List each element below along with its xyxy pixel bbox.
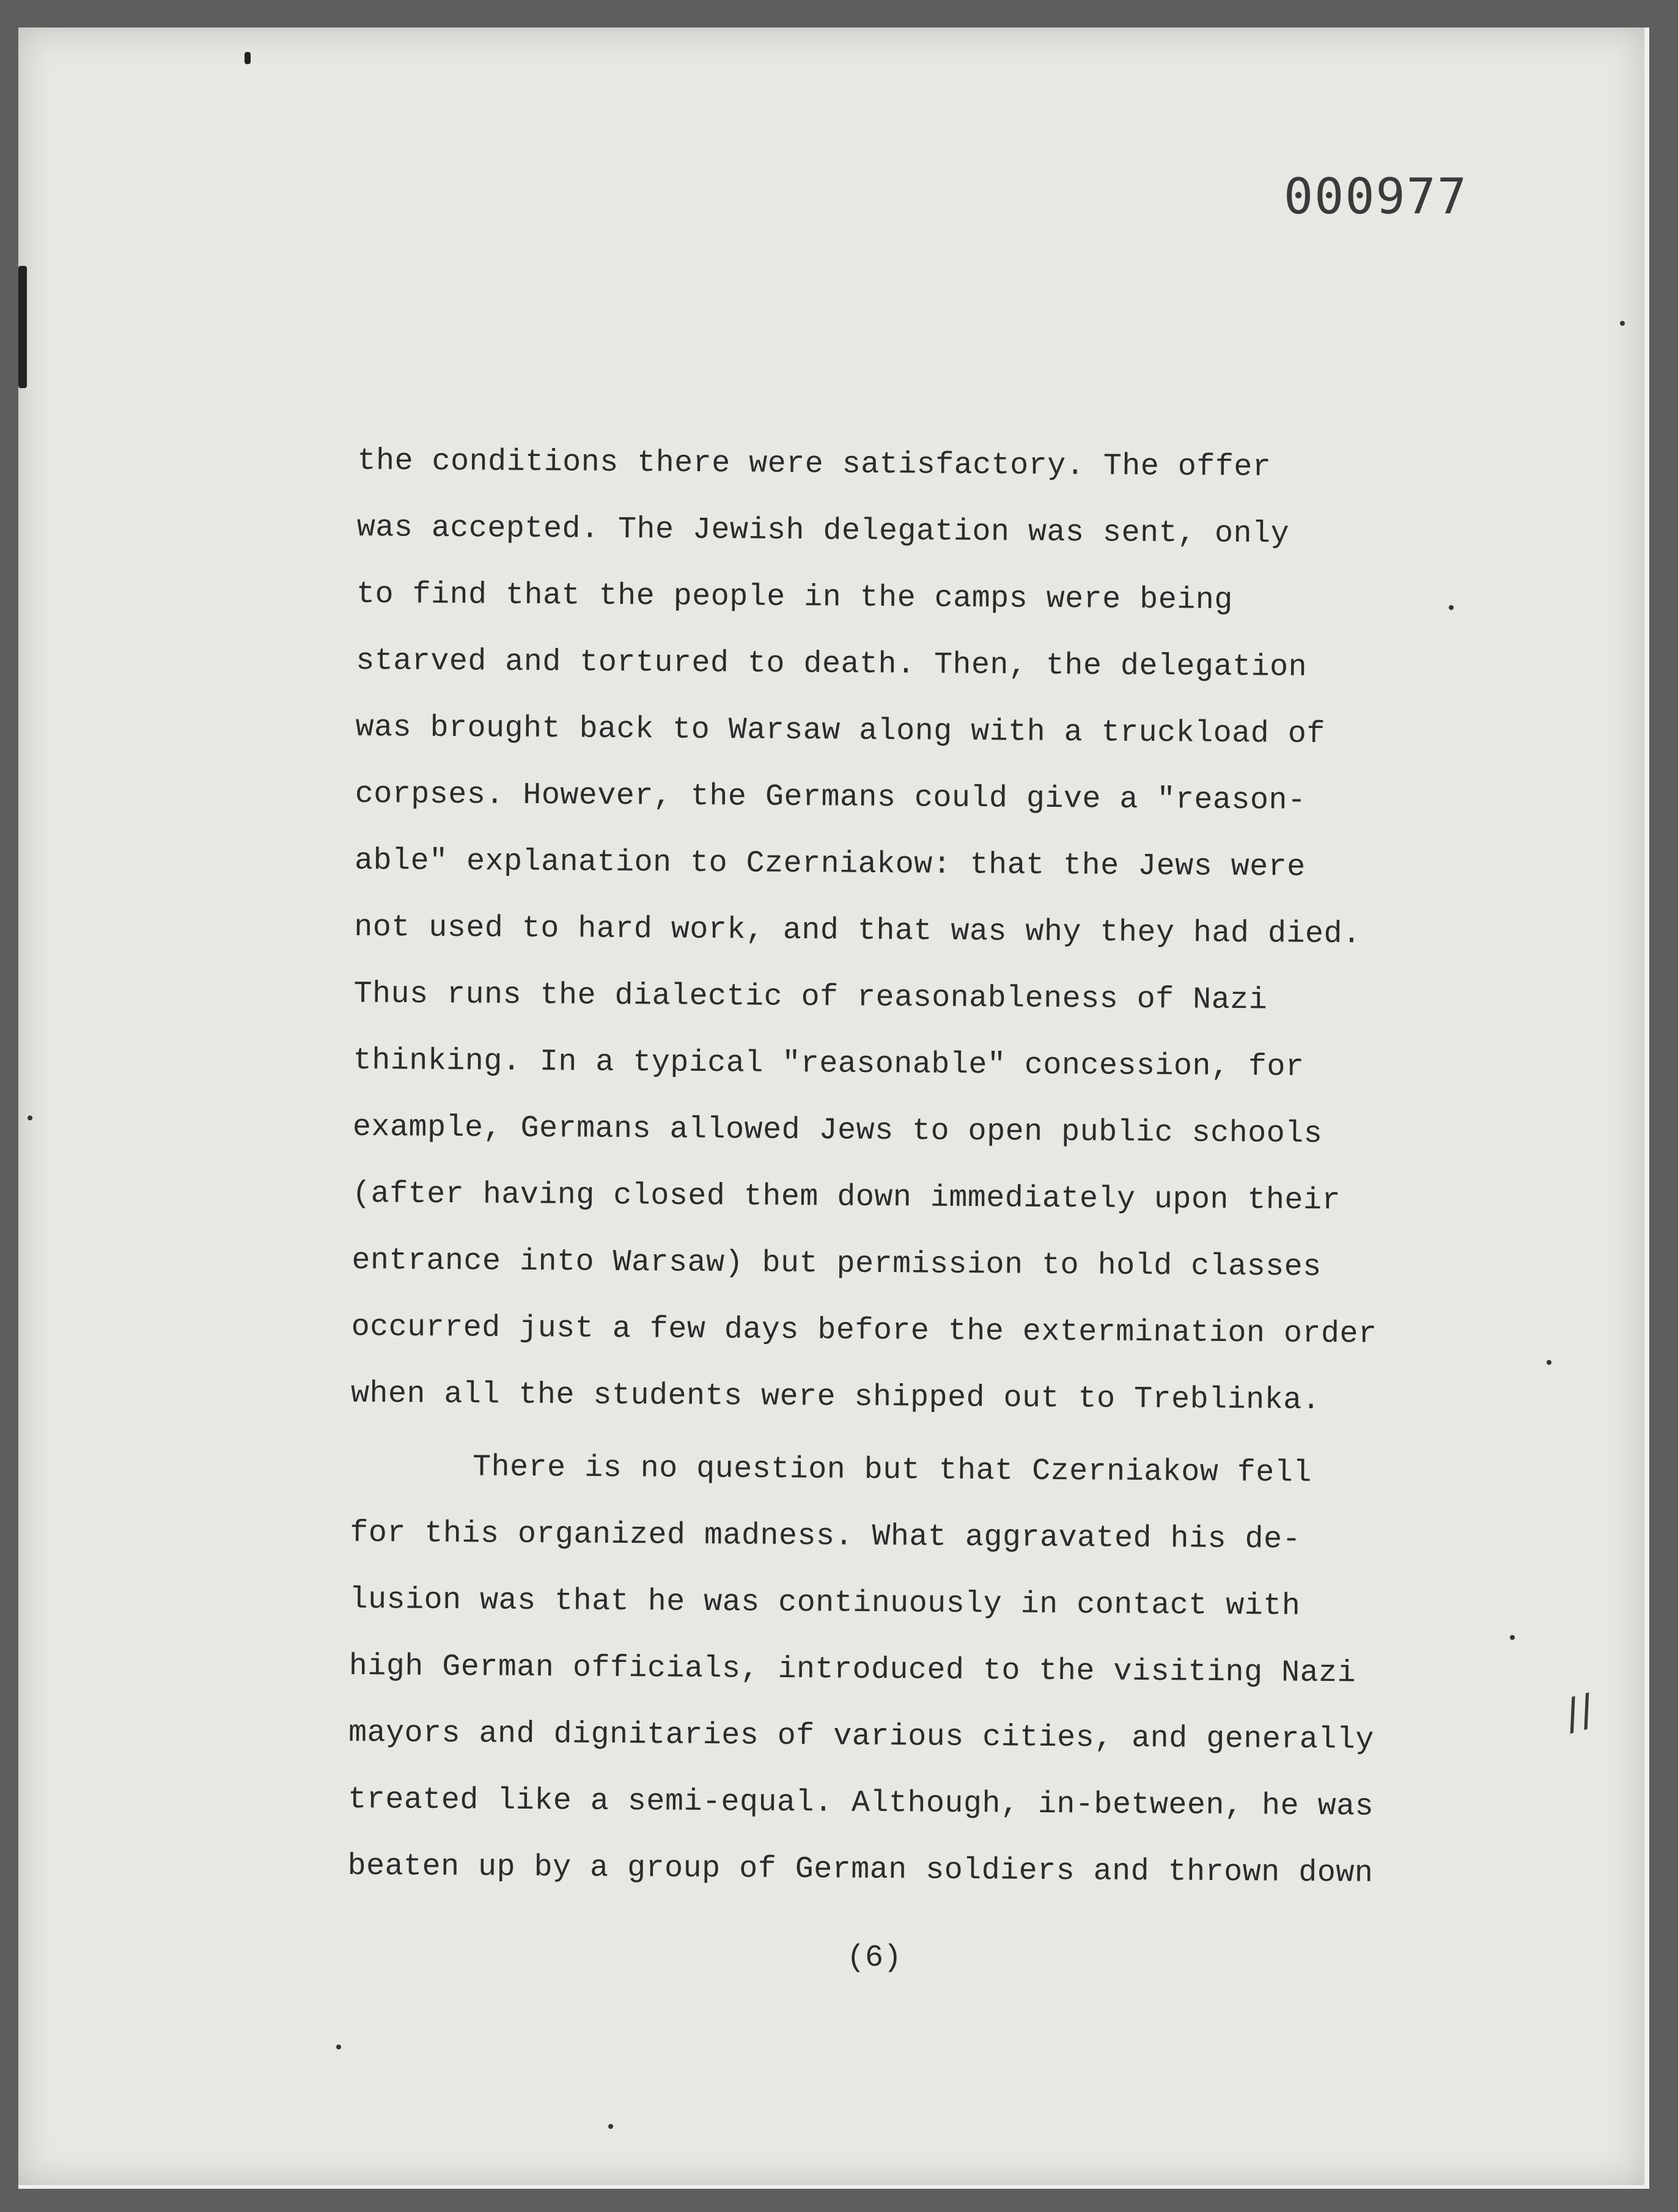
text-line: lusion was that he was continuously in contact with xyxy=(349,1582,1301,1624)
ink-speck xyxy=(1449,605,1454,610)
ink-speck xyxy=(608,2124,613,2129)
body-text xyxy=(347,428,1507,1908)
text-line: was accepted. The Jewish delegation was sent, only xyxy=(356,510,1290,552)
document-number: 000977 xyxy=(1284,168,1468,225)
text-line: high German officials, introduced to the visiting Nazi xyxy=(348,1648,1356,1691)
margin-mark: // xyxy=(1559,1684,1600,1740)
text-line: corpses. However, the Germans could give a "reason- xyxy=(355,776,1306,818)
text-line: able" explanation to Czerniakow: that the Jews were xyxy=(354,843,1306,885)
text-line: example, Germans allowed Jews to open public schools xyxy=(352,1109,1323,1152)
text-line: the conditions there were satisfactory. The offer xyxy=(357,443,1271,485)
typewritten-page xyxy=(18,28,1649,2189)
text-line: (after having closed them down immediately upon their xyxy=(352,1176,1341,1219)
ink-speck xyxy=(1510,1635,1515,1640)
ink-speck xyxy=(1547,1360,1551,1365)
text-line: not used to hard work, and that was why they had died. xyxy=(354,909,1361,952)
text-line: beaten up by a group of German soldiers and thrown down xyxy=(347,1848,1374,1891)
binding-mark xyxy=(245,52,251,64)
text-line: for this organized madness. What aggravated his de- xyxy=(350,1515,1301,1557)
text-line: to find that the people in the camps were being xyxy=(356,576,1233,619)
text-line: when all the students were shipped out to Treblinka. xyxy=(350,1376,1321,1419)
text-line: entrance into Warsaw) but permission to hold classes xyxy=(351,1243,1322,1285)
text-line: starved and tortured to death. Then, the delegation xyxy=(356,643,1308,685)
ink-speck xyxy=(1620,321,1625,326)
ink-speck xyxy=(28,1115,32,1120)
ink-speck xyxy=(336,2045,341,2049)
text-line: was brought back to Warsaw along with a truckload of xyxy=(355,710,1326,752)
text-line: Thus runs the dialectic of reasonableness of Nazi xyxy=(353,976,1268,1018)
paragraph-start-line: There is no question but that Czerniakow fell xyxy=(472,1450,1312,1491)
text-line: mayors and dignitaries of various cities, and generally xyxy=(348,1715,1375,1758)
text-line: thinking. In a typical "reasonable" concession, for xyxy=(353,1043,1304,1085)
binding-mark xyxy=(18,266,27,388)
text-line: occurred just a few days before the extermination order xyxy=(351,1309,1377,1352)
page-number: (6) xyxy=(847,1941,902,1975)
text-line: treated like a semi-equal. Although, in-between, he was xyxy=(348,1782,1374,1824)
